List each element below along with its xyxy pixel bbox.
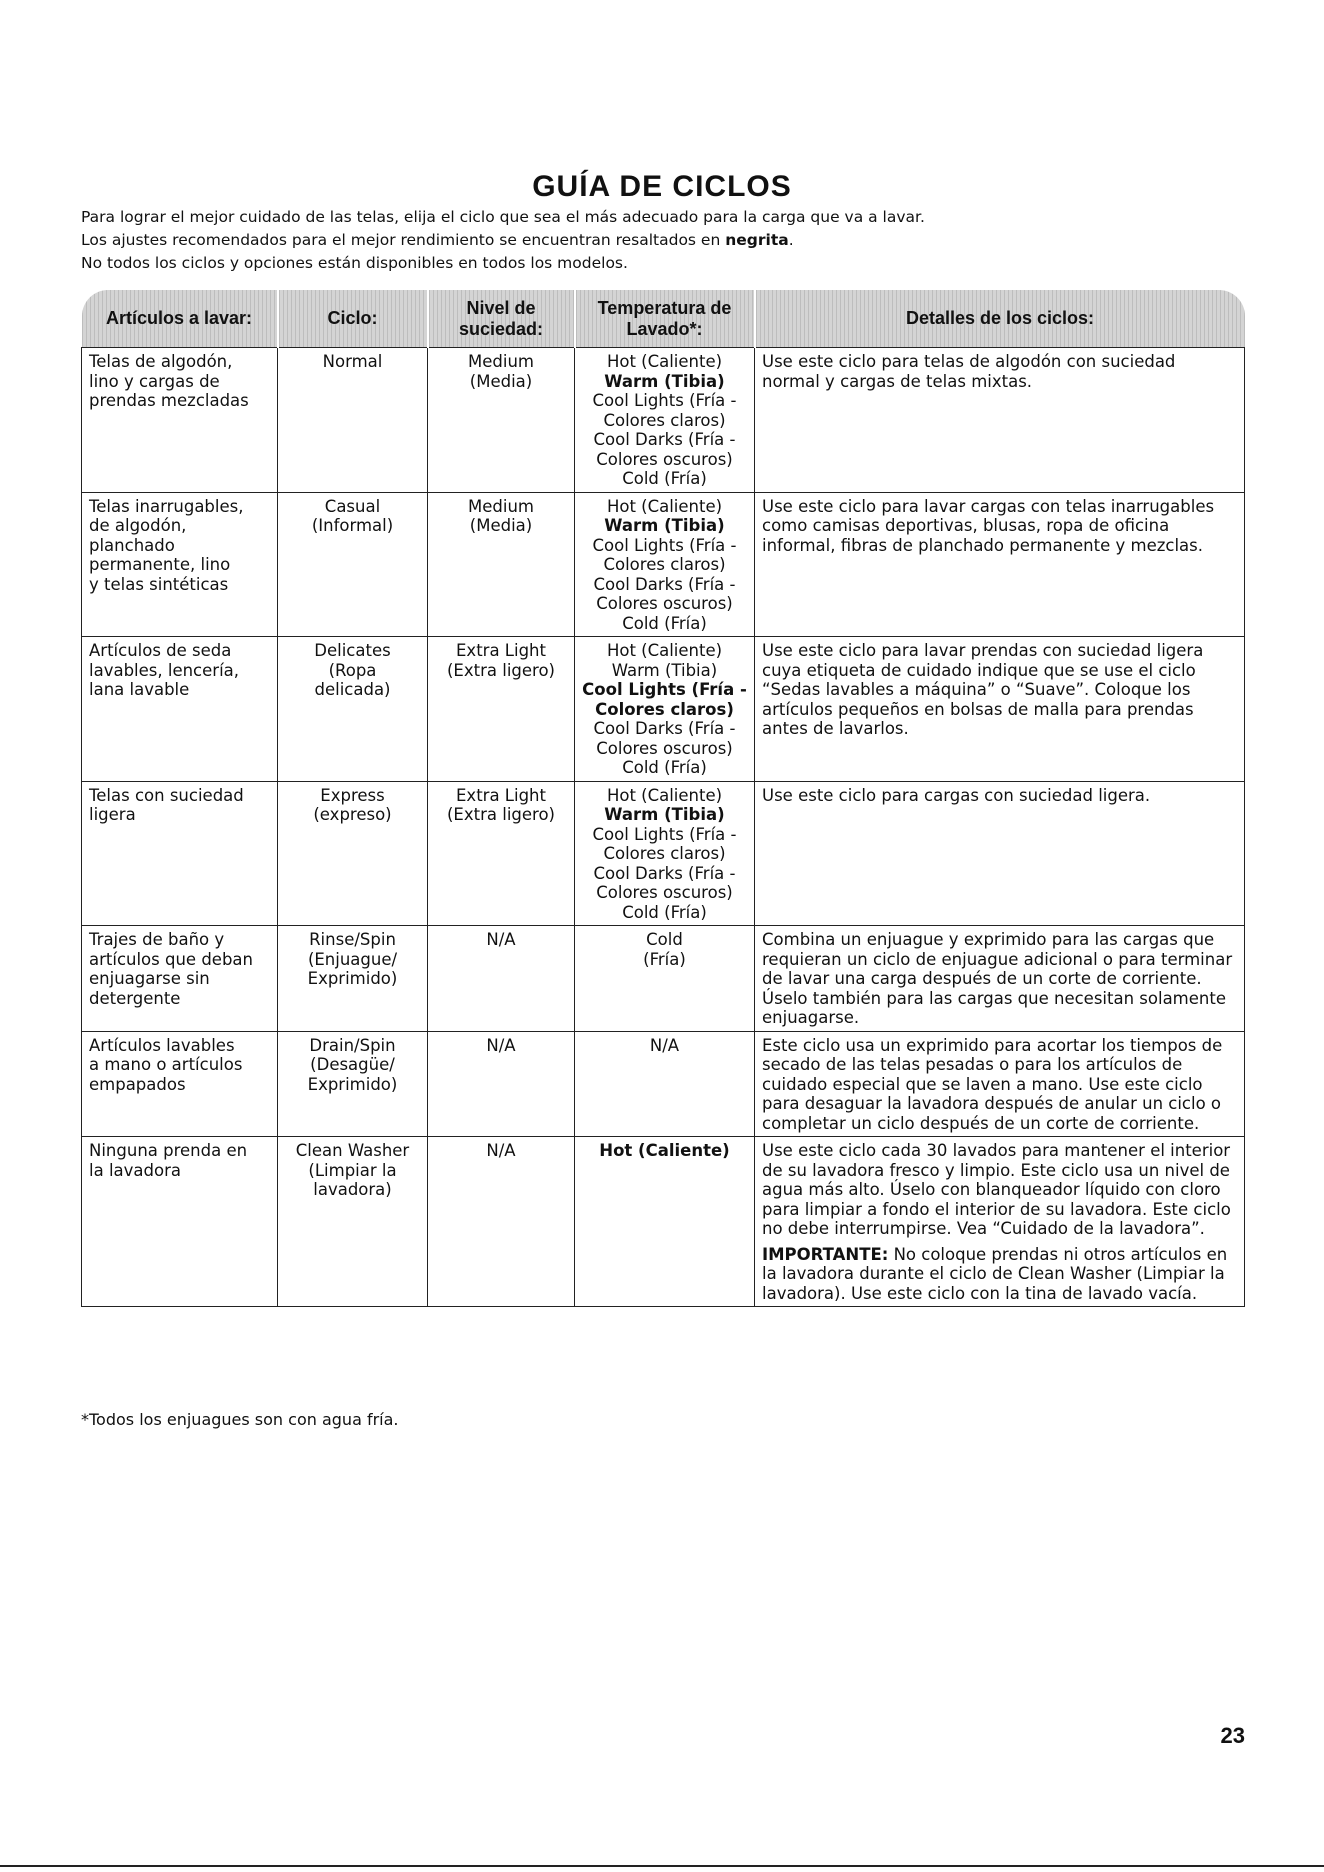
details-cell <box>755 1137 1245 1307</box>
articles-cell <box>82 926 278 1032</box>
articles-cell-line: Artículos lavables <box>89 1035 235 1055</box>
cycle-cell-line: Clean Washer <box>295 1141 410 1160</box>
articles-cell-line: lana lavable <box>89 680 190 699</box>
soil-level-cell <box>428 492 575 637</box>
table-row <box>82 348 1245 493</box>
temperature-option: Cold <box>646 930 683 949</box>
temperature-option: (Fría) <box>643 949 686 969</box>
soil-level-cell <box>428 637 575 782</box>
soil-level-cell <box>428 926 575 1032</box>
temperature-option: Cool Darks (Fría - <box>593 430 736 449</box>
soil-level-cell-line: (Extra ligero) <box>447 660 555 680</box>
temperature-option: Cold (Fría) <box>622 758 707 777</box>
soil-level-cell <box>428 1137 575 1307</box>
articles-cell-line: prendas mezcladas <box>89 391 249 410</box>
details-cell <box>755 492 1245 637</box>
temperature-option: Cool Lights (Fría - <box>582 680 747 699</box>
articles-cell-line: y telas sintéticas <box>89 574 229 594</box>
cycle-cell-line: (Informal) <box>311 516 394 535</box>
articles-cell-line: Telas con suciedad <box>89 785 244 805</box>
table-header-row <box>82 290 1245 348</box>
temperature-cell <box>575 637 755 782</box>
header-soil-level: Nivel de suciedad: <box>428 290 575 348</box>
header-articles: Artículos a lavar: <box>82 290 278 348</box>
temperature-option: Cold (Fría) <box>622 902 707 922</box>
temperature-option: Cool Lights (Fría - <box>592 535 737 555</box>
page-number: 23 <box>1220 1723 1245 1748</box>
temperature-option: Cold (Fría) <box>622 469 707 488</box>
intro-line-3: No todos los ciclos y opciones están disponibles en todos los modelos. <box>81 254 628 272</box>
cycle-cell-line: (Enjuague/ <box>307 949 398 969</box>
soil-level-cell-line: N/A <box>486 1141 516 1160</box>
temperature-option: Colores claros) <box>603 844 726 863</box>
articles-cell <box>82 637 278 782</box>
cycle-cell-line: Exprimido) <box>307 1074 398 1094</box>
temperature-option: Cold (Fría) <box>622 613 707 633</box>
temperature-option: Colores oscuros) <box>596 449 733 469</box>
soil-level-cell-line: N/A <box>486 930 516 949</box>
temperature-option: Cool Lights (Fría - <box>592 824 737 844</box>
cycle-cell-line: Normal <box>322 352 383 371</box>
table-row <box>82 781 1245 926</box>
articles-cell <box>82 1137 278 1307</box>
cycle-cell <box>278 492 428 637</box>
articles-cell-line: Trajes de baño y <box>89 930 225 949</box>
details-text: Use este ciclo para lavar cargas con telas inarrugables como camisas deportivas, blusas, ropa de oficina informal, fibras de planchado permanente y mezclas. <box>762 496 1215 555</box>
soil-level-cell-line: (Media) <box>469 371 533 391</box>
details-cell <box>755 348 1245 493</box>
soil-level-cell <box>428 781 575 926</box>
cycle-cell <box>278 348 428 493</box>
temperature-option: Hot (Caliente) <box>599 1141 730 1160</box>
articles-cell-line: enjuagarse sin <box>89 969 210 988</box>
temperature-option: Warm (Tibia) <box>611 660 718 680</box>
temperature-option: Colores oscuros) <box>596 738 733 758</box>
articles-cell-line: la lavadora <box>89 1160 181 1180</box>
table-row <box>82 1031 1245 1137</box>
footnote: *Todos los enjuagues son con agua fría. <box>81 1410 399 1429</box>
soil-level-cell <box>428 348 575 493</box>
articles-cell-line: de algodón, <box>89 516 187 535</box>
table-row <box>82 926 1245 1032</box>
details-text: Use este ciclo para cargas con suciedad ligera. <box>762 785 1151 805</box>
temperature-option: Colores claros) <box>603 555 726 574</box>
cycle-cell-line: Express <box>320 785 385 805</box>
soil-level-cell-line: Extra Light <box>456 641 546 660</box>
temperature-option: Hot (Caliente) <box>606 496 723 516</box>
articles-cell <box>82 348 278 493</box>
articles-cell <box>82 1031 278 1137</box>
details-cell <box>755 781 1245 926</box>
articles-cell-line: artículos que deban <box>89 949 253 969</box>
details-text: Este ciclo usa un exprimido para acortar los tiempos de secado de las telas pesadas o para los artículos de cuidado especial que se laven a mano. Use este ciclo para desaguar la lavadora después de anular un ciclo o completar un ciclo después de un corte de corriente. <box>762 1035 1223 1133</box>
table-row <box>82 1137 1245 1307</box>
important-label: IMPORTANTE: <box>762 1244 889 1264</box>
articles-cell <box>82 781 278 926</box>
cycle-cell-line: Delicates <box>314 641 391 660</box>
soil-level-cell-line: N/A <box>486 1035 516 1055</box>
details-cell <box>755 926 1245 1032</box>
cycle-cell-line: (Desagüe/ <box>310 1055 395 1074</box>
cycle-cell-line: delicada) <box>314 680 391 699</box>
details-text: Combina un enjuague y exprimido para las cargas que requieran un ciclo de enjuague adicional o para terminar de lavar una carga después de un corte de corriente. Úselo también para las cargas que necesitan solamente enjuagarse. <box>762 930 1233 1027</box>
temperature-cell <box>575 492 755 637</box>
cycle-cell-line: (Ropa <box>328 660 377 680</box>
cycle-cell-line: (expreso) <box>313 805 392 824</box>
cycle-cell-line: Exprimido) <box>307 969 398 988</box>
important-note <box>762 1245 1237 1304</box>
temperature-option: Cool Darks (Fría - <box>593 863 736 883</box>
table-body <box>82 348 1245 1307</box>
soil-level-cell-line: Extra Light <box>456 785 546 805</box>
page-title: GUÍA DE CICLOS <box>532 170 792 203</box>
articles-cell-line: permanente, lino <box>89 555 231 574</box>
intro-line-2: Los ajustes recomendados para el mejor rendimiento se encuentran resaltados en negrita. <box>81 231 794 249</box>
cycle-cell-line: lavadora) <box>313 1180 392 1199</box>
temperature-option: Hot (Caliente) <box>606 785 723 805</box>
articles-cell-line: lino y cargas de <box>89 371 220 391</box>
temperature-option: Warm (Tibia) <box>604 371 725 391</box>
details-text: Use este ciclo cada 30 lavados para mantener el interior de su lavadora fresco y limpio. Este ciclo usa un nivel de agua más alto. Úselo con blanqueador líquido con cloro para limpiar a fondo el interior de su lavadora. Este ciclo no debe interrumpirse. Vea “Cuidado de la lavadora”. <box>762 1141 1231 1238</box>
cycle-guide-table <box>81 290 1245 1307</box>
header-cycle: Ciclo: <box>278 290 428 348</box>
intro-text <box>81 206 1261 275</box>
soil-level-cell <box>428 1031 575 1137</box>
soil-level-cell-line: Medium <box>468 352 534 371</box>
details-cell <box>755 637 1245 782</box>
temperature-option: N/A <box>649 1035 680 1055</box>
temperature-option: Colores oscuros) <box>596 594 733 613</box>
articles-cell-line: planchado <box>89 535 175 555</box>
details-cell <box>755 1031 1245 1137</box>
articles-cell-line: Artículos de seda <box>89 641 232 660</box>
temperature-cell <box>575 781 755 926</box>
important-text: No coloque prendas ni otros artículos en la lavadora durante el ciclo de Clean Washer (Limpiar la lavadora). Use este ciclo con la tina de lavado vacía. <box>762 1244 1228 1303</box>
soil-level-cell-line: (Media) <box>469 516 533 535</box>
cycle-cell-line: Casual <box>324 496 381 516</box>
articles-cell-line: detergente <box>89 988 181 1008</box>
articles-cell-line: Telas de algodón, <box>89 352 233 371</box>
header-wash-temperature: Temperatura de Lavado*: <box>575 290 755 348</box>
cycle-cell-line: (Limpiar la <box>308 1160 397 1180</box>
cycle-cell <box>278 1137 428 1307</box>
articles-cell-line: lavables, lencería, <box>89 660 240 680</box>
articles-cell-line: empapados <box>89 1074 186 1094</box>
temperature-option: Cool Lights (Fría - <box>592 391 737 410</box>
details-text: Use este ciclo para lavar prendas con suciedad ligera cuya etiqueta de cuidado indique que se use el ciclo “Sedas lavables a máquina” o “Suave”. Coloque los artículos pequeños en bolsas de malla para prendas antes de lavarlos. <box>762 641 1204 738</box>
temperature-cell <box>575 1031 755 1137</box>
articles-cell-line: Ninguna prenda en <box>89 1141 248 1160</box>
temperature-option: Cool Darks (Fría - <box>593 574 736 594</box>
cycle-cell-line: Rinse/Spin <box>309 930 396 949</box>
cycle-cell-line: Drain/Spin <box>309 1035 396 1055</box>
articles-cell <box>82 492 278 637</box>
cycle-cell <box>278 637 428 782</box>
articles-cell-line: Telas inarrugables, <box>89 496 244 516</box>
temperature-cell <box>575 926 755 1032</box>
temperature-option: Hot (Caliente) <box>606 641 723 660</box>
temperature-option: Colores oscuros) <box>596 883 733 902</box>
bold-word: negrita <box>725 231 789 249</box>
temperature-option: Warm (Tibia) <box>604 805 725 824</box>
table-row <box>82 637 1245 782</box>
cycle-cell <box>278 1031 428 1137</box>
temperature-cell <box>575 1137 755 1307</box>
table-row <box>82 492 1245 637</box>
articles-cell-line: a mano o artículos <box>89 1055 243 1074</box>
temperature-option: Warm (Tibia) <box>604 516 725 535</box>
cycle-cell <box>278 926 428 1032</box>
header-cycle-details: Detalles de los ciclos: <box>755 290 1245 348</box>
intro-line-1: Para lograr el mejor cuidado de las telas, elija el ciclo que sea el más adecuado para la carga que va a lavar. <box>81 208 925 226</box>
soil-level-cell-line: (Extra ligero) <box>447 805 555 824</box>
soil-level-cell-line: Medium <box>468 496 534 516</box>
temperature-option: Cool Darks (Fría - <box>593 719 736 738</box>
temperature-option: Colores claros) <box>595 699 734 719</box>
details-text: Use este ciclo para telas de algodón con suciedad normal y cargas de telas mixtas. <box>762 352 1176 391</box>
temperature-option: Colores claros) <box>603 410 726 430</box>
articles-cell-line: ligera <box>89 805 136 824</box>
temperature-cell <box>575 348 755 493</box>
temperature-option: Hot (Caliente) <box>606 352 723 371</box>
cycle-cell <box>278 781 428 926</box>
bottom-rule <box>0 1865 1324 1867</box>
